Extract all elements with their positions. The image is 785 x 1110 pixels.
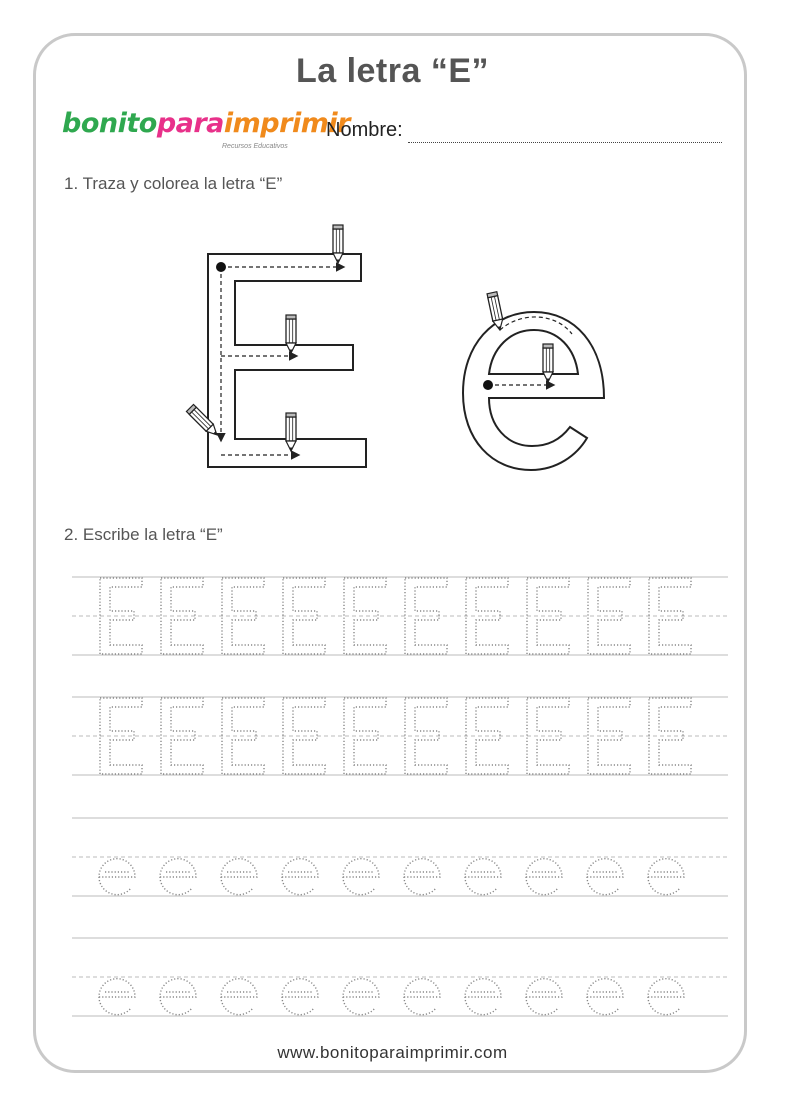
- traceable-lowercase-e[interactable]: [343, 979, 379, 1015]
- section-1-heading: 1. Traza y colorea la letra “E”: [64, 174, 283, 193]
- traceable-lowercase-e[interactable]: [221, 859, 257, 895]
- traceable-lowercase-e[interactable]: [526, 859, 562, 895]
- brand-tagline: Recursos Educativos: [222, 143, 288, 150]
- traceable-uppercase-e[interactable]: [344, 578, 386, 654]
- traceable-lowercase-e[interactable]: [465, 979, 501, 1015]
- traceable-lowercase-e[interactable]: [160, 979, 196, 1015]
- traceable-uppercase-e[interactable]: [161, 578, 203, 654]
- start-dot-icon: [483, 380, 493, 390]
- traceable-lowercase-e[interactable]: [282, 979, 318, 1015]
- pencil-icon: [286, 413, 296, 451]
- name-label: Nombre:: [326, 119, 403, 141]
- traceable-uppercase-e[interactable]: [588, 698, 630, 774]
- traceable-lowercase-e[interactable]: [160, 859, 196, 895]
- section-2-heading: 2. Escribe la letra “E”: [64, 525, 223, 544]
- traceable-lowercase-e[interactable]: [343, 859, 379, 895]
- traceable-lowercase-e[interactable]: [221, 979, 257, 1015]
- traceable-lowercase-e[interactable]: [648, 979, 684, 1015]
- traceable-lowercase-e[interactable]: [404, 979, 440, 1015]
- traceable-uppercase-e[interactable]: [161, 698, 203, 774]
- traceable-uppercase-e[interactable]: [588, 578, 630, 654]
- traceable-lowercase-e[interactable]: [404, 859, 440, 895]
- traceable-lowercase-e[interactable]: [526, 979, 562, 1015]
- traceable-lowercase-e[interactable]: [282, 859, 318, 895]
- traceable-lowercase-e[interactable]: [99, 979, 135, 1015]
- brand-part-imprimir: imprimir: [223, 108, 350, 139]
- traceable-lowercase-e[interactable]: [648, 859, 684, 895]
- footer-url: www.bonitoparaimprimir.com: [277, 1043, 508, 1062]
- traceable-lowercase-e[interactable]: [465, 859, 501, 895]
- page-title: La letra “E”: [295, 52, 490, 90]
- practice-guide-lines: [72, 577, 728, 1016]
- traceable-lowercase-e[interactable]: [587, 859, 623, 895]
- practice-letters: [99, 578, 691, 1015]
- brand-part-para: para: [156, 108, 224, 139]
- traceable-lowercase-e[interactable]: [587, 979, 623, 1015]
- lowercase-e-outline: [463, 312, 604, 470]
- pencil-icon: [286, 315, 296, 353]
- start-dot-icon: [216, 262, 226, 272]
- traceable-uppercase-e[interactable]: [344, 698, 386, 774]
- pencil-icon: [543, 344, 553, 382]
- traceable-lowercase-e[interactable]: [99, 859, 135, 895]
- brand-part-bonito: bonito: [62, 108, 157, 139]
- pencil-icon: [333, 225, 343, 263]
